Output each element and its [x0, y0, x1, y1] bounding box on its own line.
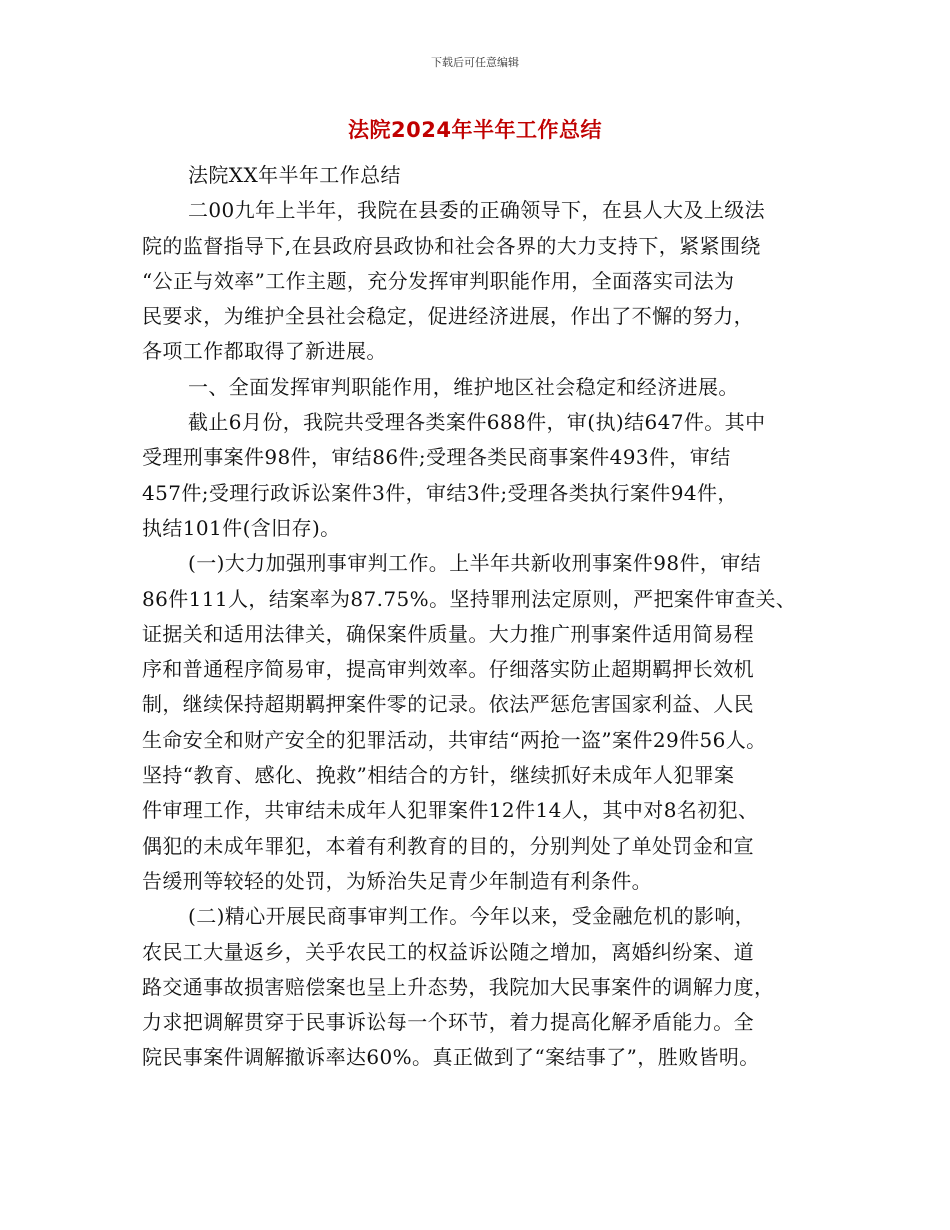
- body-text-line: 农民工大量返乡，关乎农民工的权益诉讼随之增加，离婚纠纷案、道: [142, 939, 754, 964]
- body-text-line: “公正与效率”工作主题，充分发挥审判职能作用，全面落实司法为: [142, 268, 735, 293]
- body-text-line: 一、全面发挥审判职能作用，维护地区社会稳定和经济进展。: [188, 374, 739, 399]
- body-text-line: 生命安全和财产安全的犯罪活动，共审结“两抢一盗”案件29件56人。: [142, 727, 767, 752]
- body-text-line: 各项工作都取得了新进展。: [142, 339, 387, 364]
- body-text-line: 路交通事故损害赔偿案也呈上升态势，我院加大民事案件的调解力度，: [142, 974, 775, 999]
- body-text-line: 受理刑事案件98件，审结86件;受理各类民商事案件493件，审结: [142, 445, 731, 470]
- body-text-line: 截止6月份，我院共受理各类案件688件，审(执)结647件。其中: [188, 410, 766, 435]
- body-text-line: 执结101件(含旧存)。: [142, 515, 341, 540]
- body-text-line: 告缓刑等较轻的处罚，为矫治失足青少年制造有利条件。: [142, 868, 652, 893]
- body-text-line: 偶犯的未成年罪犯，本着有利教育的目的，分别判处了单处罚金和宣: [142, 833, 754, 858]
- body-text-line: (一)大力加强刑事审判工作。上半年共新收刑事案件98件，审结: [188, 551, 762, 576]
- body-text-line: 力求把调解贯穿于民事诉讼每一个环节，着力提高化解矛盾能力。全: [142, 1010, 754, 1035]
- body-text-line: 序和普通程序简易审，提高审判效率。仔细落实防止超期羁押长效机: [142, 657, 754, 682]
- document-title: 法院2024年半年工作总结: [348, 118, 602, 142]
- page-header-note: 下载后可任意编辑: [431, 56, 519, 69]
- body-text-line: 民要求，为维护全县社会稳定，促进经济进展，作出了不懈的努力，: [142, 304, 754, 329]
- body-text-line: 证据关和适用法律关，确保案件质量。大力推广刑事案件适用简易程: [142, 621, 754, 646]
- body-text-line: 院民事案件调解撤诉率达60%。真正做到了“案结事了”，胜败皆明。: [142, 1045, 760, 1070]
- document-body: [142, 158, 832, 1076]
- body-text-line: 件审理工作，共审结未成年人犯罪案件12件14人，其中对8名初犯、: [142, 798, 759, 823]
- body-text-line: 院的监督指导下,在县政府县政协和社会各界的大力支持下，紧紧围绕: [142, 233, 761, 258]
- body-text-line: 法院XX年半年工作总结: [188, 163, 401, 187]
- body-text-line: 二00九年上半年，我院在县委的正确领导下，在县人大及上级法: [188, 198, 766, 223]
- body-text-line: 制，继续保持超期羁押案件零的记录。依法严惩危害国家利益、人民: [142, 692, 754, 717]
- body-text-line: 86件111人，结案率为87.75%。坚持罪刑法定原则，严把案件审查关、: [142, 586, 797, 611]
- body-text-line: 坚持“教育、感化、挽救”相结合的方针，继续抓好未成年人犯罪案: [142, 763, 735, 788]
- body-text-line: 457件;受理行政诉讼案件3件，审结3件;受理各类执行案件94件，: [142, 480, 738, 505]
- body-text-line: (二)精心开展民商事审判工作。今年以来，受金融危机的影响，: [188, 904, 756, 929]
